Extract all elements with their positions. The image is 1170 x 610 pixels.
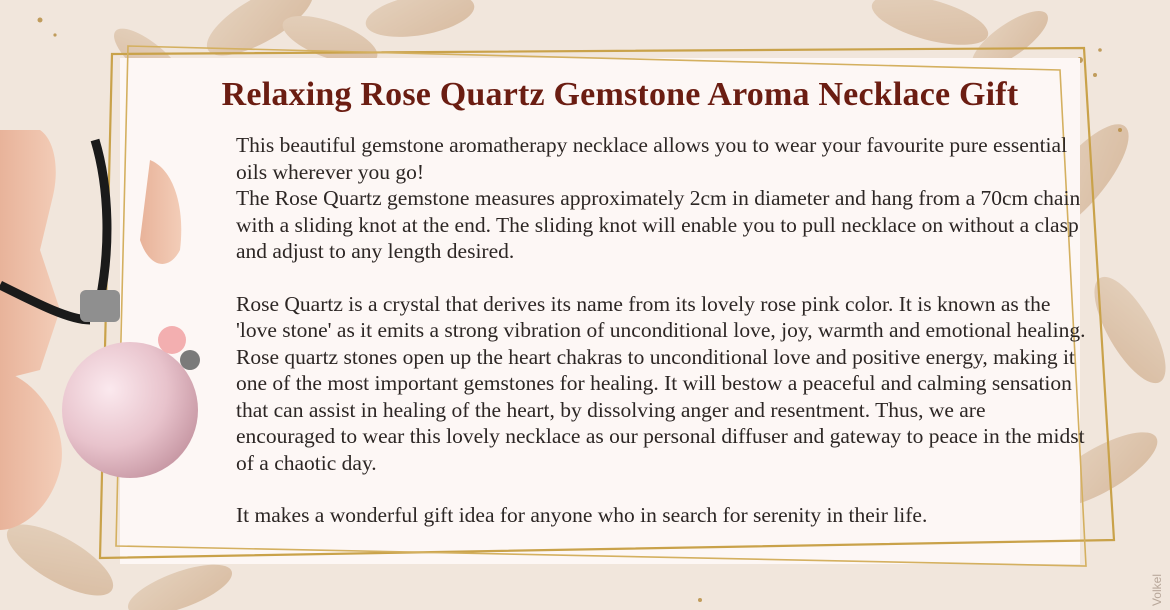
product-description <box>236 132 1088 529</box>
watermark: Volkel <box>1150 573 1164 606</box>
rose-quartz-pendant-icon <box>0 130 235 530</box>
description-paragraph-3: It makes a wonderful gift idea for anyone who in search for serenity in their life. <box>236 503 928 527</box>
description-paragraph-2: Rose Quartz is a crystal that derives its name from its lovely rose pink color. It is known as the 'love stone' as it emits a strong vibration of unconditional love, joy, warmth and emotional healing. Rose quartz stones open up the heart chakras to unconditional love and positive energy, making it one of the most important gemstones for healing. It will bestow a peaceful and calming sensation that can assist in healing of the heart, by dissolving anger and resentment. Thus, we are encouraged to wear this lovely necklace as our personal diffuser and gateway to peace in the midst of a chaotic day. <box>236 291 1086 475</box>
page-title: Relaxing Rose Quartz Gemstone Aroma Necklace Gift <box>221 76 1019 113</box>
description-paragraph-1b: The Rose Quartz gemstone measures approximately 2cm in diameter and hang from a 70cm chain with a sliding knot at the end. The sliding knot will enable you to pull necklace on without a clasp and adjust to any length desired. <box>236 186 1081 263</box>
description-paragraph-1a: This beautiful gemstone aromatherapy necklace allows you to wear your favourite pure essential oils wherever you go! <box>236 133 1068 184</box>
